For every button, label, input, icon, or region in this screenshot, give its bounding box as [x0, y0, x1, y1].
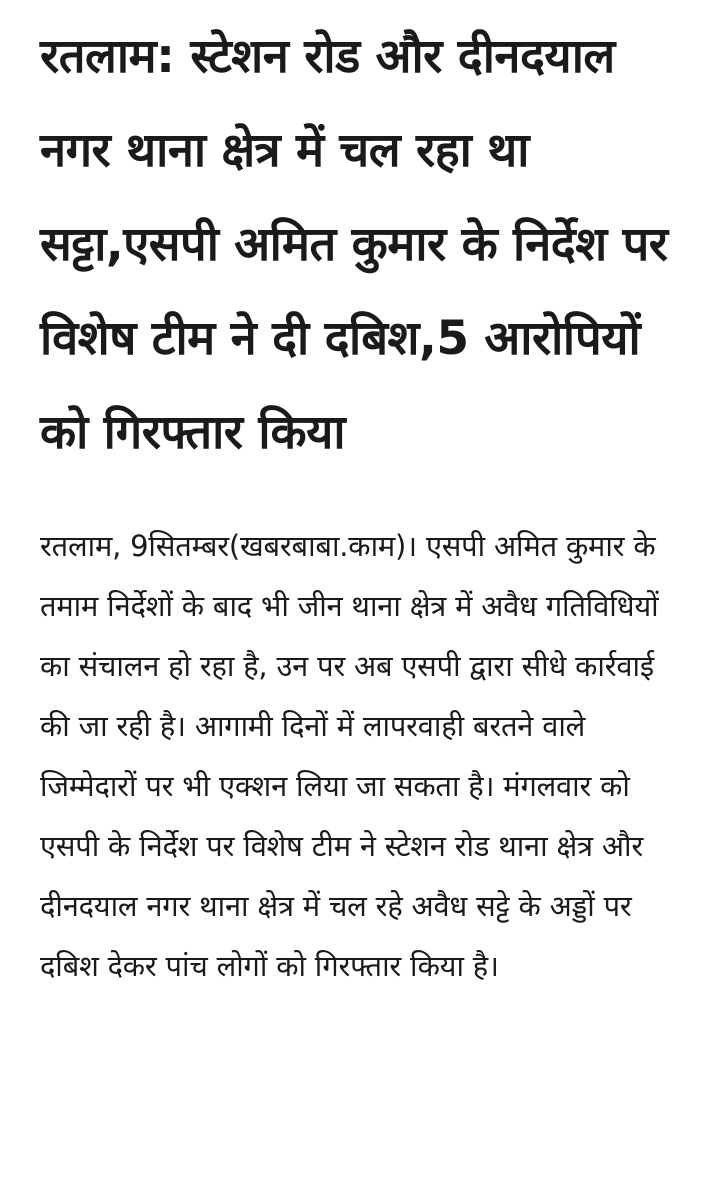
article-body: रतलाम, 9सितम्बर(खबरबाबा.काम)। एसपी अमित कुमार के तमाम निर्देशों के बाद भी जीन थाना क्षेत्र में अवैध गतिविधियों का संचालन हो रहा है, उन पर अब एसपी द्वारा सीधे कार्रवाई की जा रही है। आगामी दिनों में लापरवाही बरतने वाले जिम्मेदारों पर भी एक्शन लिया जा सकता है। मंगलवार को एसपी के निर्देश पर विशेष टीम ने स्टेशन रोड थाना क्षेत्र और दीनदयाल नगर थाना क्षेत्र में चल रहे अवैध सट्टे के अड्डों पर दबिश देकर पांच लोगों को गिरफ्तार किया है। — [40, 529, 659, 983]
news-article — [40, 10, 690, 996]
article-headline: रतलाम: स्टेशन रोड और दीनदयाल नगर थाना क्षेत्र में चल रहा था सट्टा,एसपी अमित कुमार के निर्देश पर विशेष टीम ने दी दबिश,5 आरोपियों को गिरफ्तार किया — [40, 29, 668, 460]
